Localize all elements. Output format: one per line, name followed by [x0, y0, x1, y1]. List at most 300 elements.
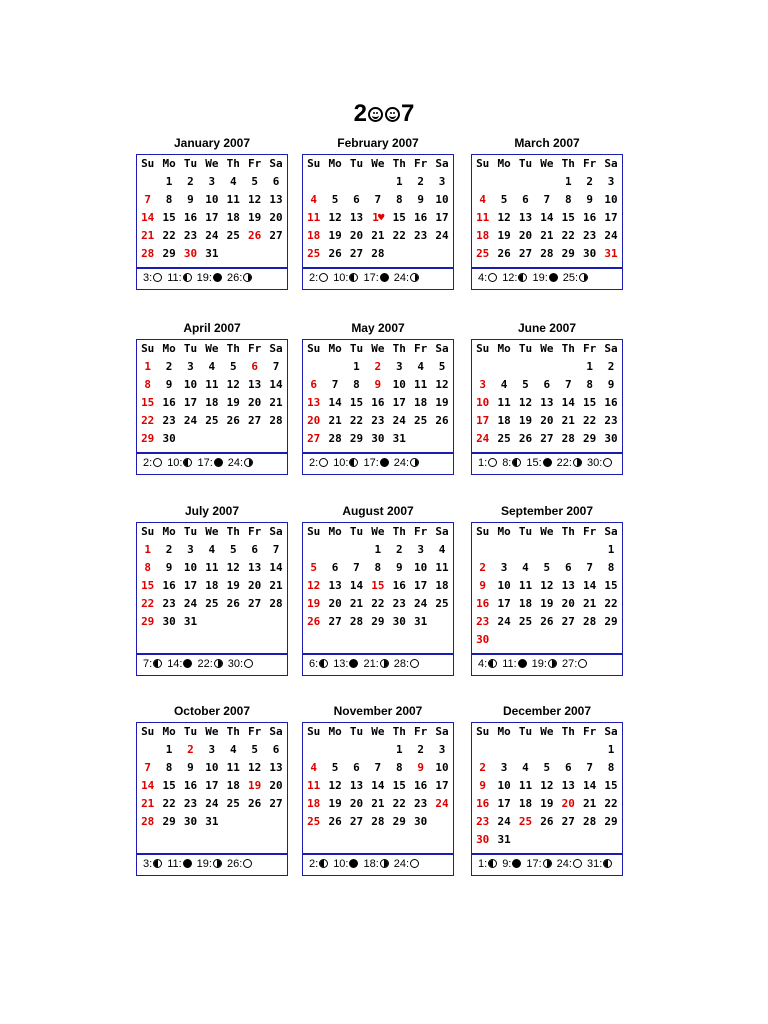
phase-date: 26: — [226, 272, 243, 284]
day-cell: 25 — [307, 247, 321, 260]
day-cell: 10 — [435, 761, 449, 774]
moon-phase — [333, 272, 358, 284]
weekday-header: We — [540, 725, 554, 738]
day-cell: 30 — [476, 633, 490, 646]
day-cell: 2 — [586, 175, 593, 188]
day-cell: 22 — [392, 229, 406, 242]
day-cell: 13 — [540, 396, 554, 409]
day-cell: 4 — [479, 193, 486, 206]
last-moon-icon — [213, 859, 222, 868]
day-cell: 14 — [269, 561, 283, 574]
first-moon-icon — [349, 273, 358, 282]
empty-cell — [431, 245, 452, 263]
day-cell: 8 — [144, 561, 151, 574]
day-cell: 16 — [414, 779, 428, 792]
day-cell: 24 — [435, 229, 449, 242]
day-cell: 1 — [144, 543, 151, 556]
day-cell: 9 — [479, 779, 486, 792]
day-cell: 13 — [269, 761, 283, 774]
empty-cell — [558, 541, 579, 559]
day-cell: 5 — [522, 378, 529, 391]
full-moon-icon — [183, 659, 192, 668]
weekday-header: Th — [392, 525, 406, 538]
full-moon-icon — [183, 859, 192, 868]
day-cell: 13 — [518, 211, 533, 224]
day-cell: 29 — [371, 615, 385, 628]
month-title: May 2007 — [351, 321, 405, 335]
day-cell: 21 — [269, 396, 283, 409]
day-cell: 21 — [141, 229, 155, 242]
day-cell: 10 — [392, 378, 406, 391]
day-cell: 16 — [392, 579, 406, 592]
day-cell: 7 — [586, 761, 593, 774]
weekday-header: Su — [307, 725, 321, 738]
day-cell: 24 — [497, 615, 511, 628]
day-cell: 8 — [586, 378, 593, 391]
day-cell: 11 — [205, 561, 219, 574]
full-moon-icon — [213, 273, 222, 282]
day-cell: 27 — [269, 229, 283, 242]
day-cell: 17 — [392, 396, 406, 409]
phase-date: 2: — [309, 858, 319, 870]
weekday-header: Sa — [269, 342, 283, 355]
day-cell: 7 — [374, 761, 382, 774]
day-cell: 17 — [435, 211, 449, 224]
weekday-header: Tu — [183, 342, 198, 355]
empty-cell — [303, 831, 324, 849]
month-box — [471, 154, 623, 290]
empty-cell — [389, 831, 410, 849]
day-cell: 10 — [183, 378, 198, 391]
empty-cell — [223, 813, 244, 831]
moon-phase — [197, 457, 222, 469]
day-cell: 11 — [414, 378, 428, 391]
weekday-header: Tu — [183, 157, 198, 170]
day-cell: 9 — [165, 378, 173, 391]
full-moon-icon — [349, 859, 358, 868]
empty-cell — [536, 173, 557, 191]
day-cell: 1 — [395, 175, 403, 188]
month-title: July 2007 — [184, 504, 240, 518]
day-cell: 23 — [371, 414, 385, 427]
day-cell: 25 — [205, 597, 219, 610]
empty-cell — [410, 245, 431, 263]
last-moon-icon — [244, 458, 253, 467]
empty-cell — [367, 631, 388, 649]
new-moon-icon — [244, 659, 253, 668]
day-cell: 10 — [205, 761, 219, 774]
day-grid — [472, 155, 622, 263]
day-cell: 26 — [328, 247, 342, 260]
phase-date: 15: — [526, 457, 542, 469]
day-cell: 15 — [349, 396, 364, 409]
day-cell: 13 — [349, 779, 364, 792]
weekday-header: Tu — [349, 525, 364, 538]
day-cell: 16 — [183, 779, 198, 792]
empty-cell — [472, 741, 493, 759]
day-cell: 27 — [269, 797, 283, 810]
moon-phases-bar — [137, 452, 287, 472]
weekday-header: Su — [307, 342, 321, 355]
phase-date: 12: — [502, 272, 518, 284]
day-cell: 22 — [349, 414, 364, 427]
phase-date: 17: — [363, 272, 379, 284]
weekday-header: We — [540, 342, 554, 355]
phase-date: 17: — [197, 457, 213, 469]
day-grid — [472, 340, 622, 448]
month-title: June 2007 — [517, 321, 577, 335]
day-cell: 15 — [583, 396, 597, 409]
day-cell: 8 — [165, 761, 173, 774]
empty-cell — [536, 631, 557, 649]
day-cell: 25 — [518, 815, 533, 828]
month-box — [471, 339, 623, 475]
day-cell: 19 — [518, 414, 533, 427]
day-cell: 12 — [248, 761, 262, 774]
phase-date: 10: — [333, 457, 349, 469]
phase-date: 30: — [227, 658, 244, 670]
day-cell: 20 — [561, 597, 575, 610]
weekday-header: Su — [476, 342, 490, 355]
day-cell: 20 — [328, 597, 342, 610]
phase-date: 28: — [393, 658, 410, 670]
day-cell: 29 — [162, 815, 176, 828]
day-cell: 20 — [540, 414, 554, 427]
moon-phases-bar — [303, 853, 453, 873]
day-cell: 9 — [187, 761, 194, 774]
day-cell: 18 — [205, 396, 219, 409]
day-cell: 19 — [307, 597, 321, 610]
empty-cell — [389, 245, 410, 263]
empty-cell — [493, 358, 514, 376]
moon-phase — [167, 658, 192, 670]
day-cell: 9 — [607, 378, 615, 391]
day-grid — [303, 523, 453, 649]
phase-date: 19: — [532, 272, 548, 284]
day-cell: 4 — [208, 360, 216, 373]
day-cell: 18 — [226, 211, 240, 224]
empty-cell — [303, 541, 324, 559]
day-cell: 22 — [162, 229, 176, 242]
empty-cell — [367, 741, 388, 759]
day-cell: 10 — [435, 193, 449, 206]
weekday-header: Fr — [248, 342, 262, 355]
day-cell: 11 — [226, 761, 240, 774]
day-cell: 31 — [414, 615, 428, 628]
moon-phase — [363, 858, 388, 870]
full-moon-icon — [380, 458, 389, 467]
day-cell: 3 — [479, 378, 486, 391]
moon-phase — [478, 457, 497, 469]
empty-cell — [515, 831, 536, 849]
day-cell: 7 — [374, 193, 382, 206]
empty-cell — [223, 631, 244, 649]
month-box — [136, 339, 288, 475]
weekday-header: Su — [141, 157, 155, 170]
first-moon-icon — [488, 659, 497, 668]
day-cell: 1 — [144, 360, 151, 373]
day-cell: 25 — [307, 815, 321, 828]
day-cell: 6 — [251, 543, 258, 556]
month-box — [302, 154, 454, 290]
moon-phase — [167, 272, 191, 284]
last-moon-icon — [579, 273, 588, 282]
empty-cell — [223, 245, 244, 263]
day-cell: 31 — [205, 815, 219, 828]
day-cell: 16 — [414, 211, 428, 224]
day-cell: 22 — [162, 797, 176, 810]
day-cell: 16 — [604, 396, 618, 409]
moon-phase — [167, 457, 192, 469]
empty-cell — [515, 358, 536, 376]
new-moon-icon — [153, 273, 162, 282]
day-cell: 11 — [476, 211, 490, 224]
empty-cell — [536, 741, 557, 759]
day-cell: 8 — [607, 561, 615, 574]
day-cell: 19 — [328, 229, 342, 242]
day-cell: 10 — [497, 779, 511, 792]
day-cell: 11 — [226, 193, 240, 206]
day-cell: 7 — [564, 378, 572, 391]
empty-cell — [244, 430, 265, 448]
moon-phases-bar — [472, 267, 622, 287]
day-cell: 23 — [183, 797, 198, 810]
weekday-header: Fr — [583, 525, 597, 538]
day-cell: 2 — [479, 761, 486, 774]
day-cell: 28 — [540, 247, 554, 260]
phase-date: 2: — [309, 272, 319, 284]
day-cell: 31 — [392, 432, 406, 445]
empty-cell — [244, 245, 265, 263]
empty-cell — [324, 173, 345, 191]
weekday-header: Th — [226, 525, 240, 538]
day-cell: 23 — [162, 597, 176, 610]
day-cell: 12 — [328, 779, 342, 792]
day-cell: 18 — [205, 579, 219, 592]
day-cell: 30 — [583, 247, 597, 260]
phase-date: 19: — [196, 858, 212, 870]
moon-phase — [309, 457, 328, 469]
day-cell: 22 — [604, 797, 618, 810]
day-cell: 7 — [272, 360, 280, 373]
day-cell: 31 — [497, 833, 511, 846]
month-box — [136, 522, 288, 676]
phase-date: 8: — [502, 457, 512, 469]
day-cell: 28 — [269, 414, 283, 427]
day-grid — [137, 340, 287, 448]
empty-cell — [431, 813, 452, 831]
phase-date: 19: — [196, 272, 212, 284]
empty-cell — [303, 173, 324, 191]
moon-phases-bar — [137, 653, 287, 673]
day-cell: 21 — [540, 229, 554, 242]
title-prefix: 2 — [353, 100, 367, 127]
weekday-header: Th — [392, 725, 406, 738]
weekday-header: Fr — [248, 725, 262, 738]
last-moon-icon — [380, 659, 389, 668]
day-cell: 5 — [310, 561, 317, 574]
weekday-header: Su — [307, 157, 321, 170]
last-moon-icon — [573, 458, 582, 467]
day-cell: 28 — [371, 247, 385, 260]
moon-phase — [394, 658, 419, 670]
day-cell: 26 — [540, 615, 554, 628]
day-cell: 12 — [328, 211, 342, 224]
day-cell: 21 — [371, 229, 385, 242]
day-cell: 18 — [435, 579, 449, 592]
moon-phase — [333, 457, 358, 469]
phase-date: 19: — [531, 658, 547, 670]
day-cell: 16 — [371, 396, 385, 409]
month-title: February 2007 — [337, 136, 419, 150]
empty-cell — [137, 831, 158, 849]
weekday-header: Sa — [604, 725, 618, 738]
day-cell-valentine: 1♥ — [372, 211, 384, 224]
day-cell: 6 — [272, 175, 280, 188]
day-cell: 20 — [349, 229, 364, 242]
last-moon-icon — [214, 659, 223, 668]
day-cell: 14 — [540, 211, 554, 224]
day-cell: 15 — [141, 396, 155, 409]
empty-cell — [324, 541, 345, 559]
day-cell: 21 — [349, 597, 364, 610]
day-cell: 18 — [518, 797, 533, 810]
day-grid — [137, 523, 287, 649]
empty-cell — [410, 430, 431, 448]
empty-cell — [180, 631, 201, 649]
moon-phase — [228, 457, 253, 469]
empty-cell — [137, 631, 158, 649]
day-cell: 23 — [476, 615, 490, 628]
day-cell: 31 — [604, 247, 618, 260]
moon-phase — [394, 272, 419, 284]
phase-date: 24: — [393, 272, 410, 284]
day-cell: 5 — [251, 743, 258, 756]
day-cell: 26 — [540, 815, 554, 828]
weekday-header: We — [371, 525, 385, 538]
day-cell: 13 — [349, 211, 364, 224]
day-cell: 20 — [561, 797, 575, 810]
day-cell: 2 — [165, 543, 173, 556]
day-cell: 3 — [438, 743, 446, 756]
day-cell: 22 — [141, 414, 155, 427]
day-cell: 25 — [205, 414, 219, 427]
day-cell: 13 — [248, 378, 262, 391]
day-cell: 19 — [540, 597, 554, 610]
empty-cell — [493, 541, 514, 559]
moon-phase — [197, 858, 222, 870]
day-cell: 13 — [269, 193, 283, 206]
day-cell: 18 — [226, 779, 240, 792]
phase-date: 11: — [502, 658, 517, 670]
phase-date: 2: — [143, 457, 153, 469]
day-cell: 1 — [374, 543, 382, 556]
day-cell: 9 — [417, 193, 424, 206]
empty-cell — [201, 831, 222, 849]
weekday-header: We — [371, 157, 385, 170]
weekday-header: We — [205, 525, 219, 538]
day-cell: 18 — [518, 597, 533, 610]
day-cell: 30 — [476, 833, 490, 846]
day-cell: 31 — [205, 247, 219, 260]
day-cell: 22 — [392, 797, 406, 810]
weekday-header: Su — [307, 525, 321, 538]
day-cell: 8 — [144, 378, 151, 391]
month-title: December 2007 — [502, 704, 592, 718]
weekday-header: Th — [226, 725, 240, 738]
day-cell: 21 — [561, 414, 575, 427]
empty-cell — [579, 631, 600, 649]
day-cell: 5 — [500, 193, 508, 206]
weekday-header: Tu — [518, 725, 533, 738]
first-moon-icon — [183, 458, 192, 467]
phase-date: 25: — [562, 272, 579, 284]
day-cell: 22 — [561, 229, 575, 242]
day-cell: 24 — [476, 432, 490, 445]
day-cell: 26 — [435, 414, 449, 427]
day-cell: 4 — [229, 743, 237, 756]
phase-date: 10: — [167, 457, 183, 469]
day-cell: 30 — [183, 815, 198, 828]
day-cell: 18 — [497, 414, 511, 427]
moon-phase — [562, 658, 587, 670]
empty-cell — [180, 430, 201, 448]
empty-cell — [579, 741, 600, 759]
new-moon-icon — [573, 859, 582, 868]
day-cell: 16 — [476, 797, 490, 810]
day-cell: 4 — [229, 175, 237, 188]
phase-date: 11: — [167, 272, 182, 284]
day-cell: 30 — [183, 247, 198, 260]
phase-date: 24: — [393, 457, 410, 469]
weekday-header: Sa — [269, 725, 283, 738]
month-box — [302, 722, 454, 876]
last-moon-icon — [548, 659, 557, 668]
day-cell: 3 — [208, 175, 216, 188]
weekday-header: Sa — [435, 525, 449, 538]
day-cell: 8 — [607, 761, 615, 774]
day-cell: 26 — [497, 247, 511, 260]
day-cell: 18 — [307, 229, 321, 242]
day-cell: 30 — [371, 432, 385, 445]
day-cell: 16 — [162, 396, 176, 409]
moon-phase — [309, 658, 328, 670]
day-cell: 12 — [248, 193, 262, 206]
day-cell: 10 — [414, 561, 428, 574]
day-cell: 29 — [604, 815, 618, 828]
weekday-header: Mo — [497, 725, 511, 738]
day-cell: 9 — [395, 561, 403, 574]
day-cell: 24 — [205, 229, 219, 242]
moon-phase — [309, 272, 328, 284]
new-moon-icon — [603, 458, 612, 467]
day-cell: 30 — [392, 615, 406, 628]
weekday-header: Sa — [435, 342, 449, 355]
day-cell: 6 — [353, 761, 360, 774]
weekday-header: Th — [561, 342, 575, 355]
day-cell: 3 — [208, 743, 216, 756]
empty-cell — [201, 613, 222, 631]
empty-cell — [410, 831, 431, 849]
day-cell: 24 — [183, 597, 198, 610]
day-cell: 7 — [543, 193, 551, 206]
day-cell: 4 — [438, 543, 446, 556]
day-cell: 21 — [269, 579, 283, 592]
phase-date: 14: — [167, 658, 183, 670]
empty-cell — [579, 831, 600, 849]
weekday-header: Mo — [328, 725, 342, 738]
phase-date: 26: — [226, 858, 243, 870]
